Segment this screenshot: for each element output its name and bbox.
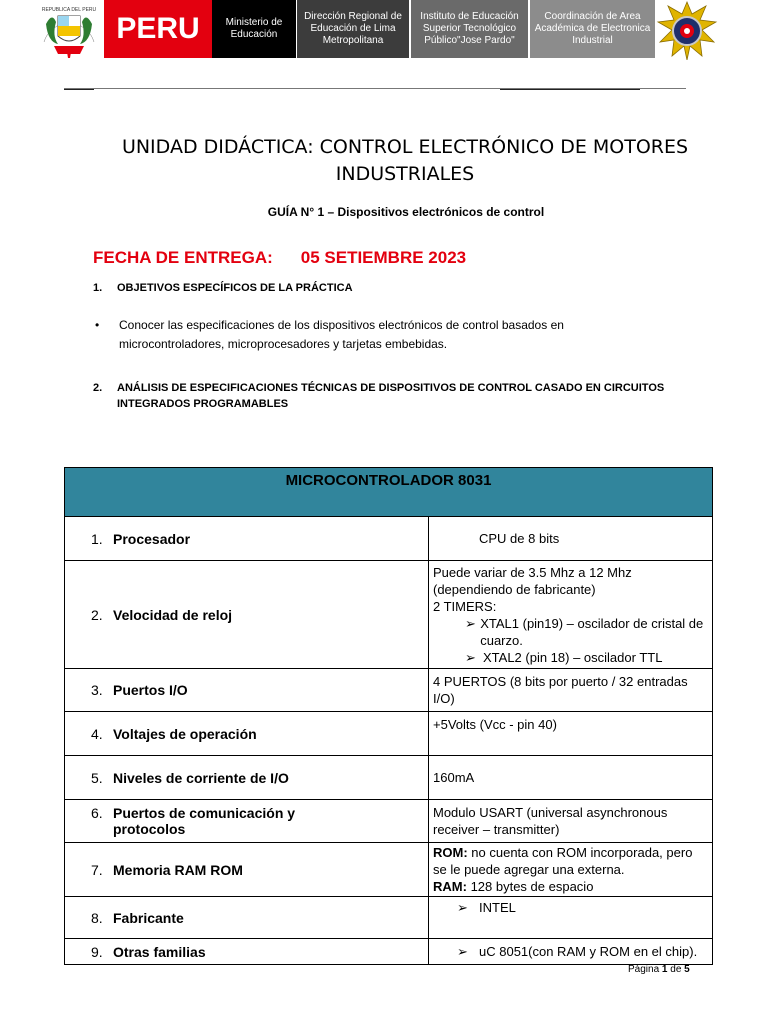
header-ministry-box: Ministerio de Educación xyxy=(212,0,296,58)
row-label xyxy=(65,517,429,561)
row-title: Velocidad de reloj xyxy=(113,606,233,623)
page-title: UNIDAD DIDÁCTICA: CONTROL ELECTRÓNICO DE MOTORES INDUSTRIALES xyxy=(121,136,689,185)
arrow-bullet-icon: ➢ xyxy=(465,615,476,631)
table-row xyxy=(65,712,713,756)
header-direction-box: Dirección Regional de Educación de Lima Metropolitana xyxy=(297,0,409,58)
due-date-value: 05 SETIEMBRE 2023 xyxy=(300,248,467,267)
peru-brand-label: PERU xyxy=(104,0,212,58)
row-label xyxy=(65,756,429,800)
header-divider-accent-right xyxy=(500,89,640,90)
page-footer xyxy=(628,964,690,975)
table-row xyxy=(65,561,713,669)
row-number: 8. xyxy=(91,909,103,926)
list-item xyxy=(433,649,708,666)
row-label xyxy=(65,897,429,939)
table-header-row xyxy=(65,468,713,517)
row-number: 7. xyxy=(91,861,103,878)
table-row xyxy=(65,843,713,897)
row-value: CPU de 8 bits xyxy=(429,517,713,561)
list-item xyxy=(433,899,708,916)
ram-text: 128 bytes de espacio xyxy=(470,879,594,894)
arrow-bullet-icon: ➢ xyxy=(457,944,468,959)
row-label xyxy=(65,561,429,669)
row-number: 1. xyxy=(91,530,103,547)
row-value: Modulo USART (universal asynchronous receiver – transmitter) xyxy=(429,800,713,843)
peru-coat-of-arms-icon xyxy=(36,2,102,60)
row-value: 4 PUERTOS (8 bits por puerto / 32 entradas I/O) xyxy=(429,669,713,712)
row-title: Procesador xyxy=(113,530,191,547)
list-item xyxy=(433,943,708,960)
list-item-text: INTEL xyxy=(479,900,516,915)
spec-table xyxy=(64,467,713,965)
row-value: 160mA xyxy=(429,756,713,800)
ram-label: RAM: xyxy=(433,879,467,894)
list-item-text: uC 8051(con RAM y ROM en el chip). xyxy=(479,944,698,959)
objective-text: Conocer las especificaciones de los dispositivos electrónicos de control basados en microcontroladores, microprocesadores y tarjetas embebidas. xyxy=(119,318,564,351)
page-number: 1 xyxy=(661,964,668,975)
due-date-line xyxy=(93,248,466,268)
table-row xyxy=(65,897,713,939)
arrow-bullet-icon: ➢ xyxy=(465,649,476,665)
row-label xyxy=(65,712,429,756)
row-value: +5Volts (Vcc - pin 40) xyxy=(429,712,713,756)
table-header: MICROCONTROLADOR 8031 xyxy=(65,468,713,517)
due-date-label: FECHA DE ENTREGA: xyxy=(93,248,273,267)
page-total: 5 xyxy=(684,964,690,975)
header-institute-box: Instituto de Educación Superior Tecnológico Público"Jose Pardo" xyxy=(411,0,528,58)
list-item-text: XTAL2 (pin 18) – oscilador TTL xyxy=(483,649,663,665)
table-row xyxy=(65,800,713,843)
list-item xyxy=(433,615,708,649)
row-label xyxy=(65,669,429,712)
row-value xyxy=(429,939,713,965)
row-value xyxy=(429,561,713,669)
row-title: Puertos I/O xyxy=(113,682,188,698)
row-title: Niveles de corriente de I/O xyxy=(113,769,289,786)
institute-emblem-icon xyxy=(656,0,718,60)
objective-bullet xyxy=(95,316,639,354)
table-row xyxy=(65,669,713,712)
row-label xyxy=(65,843,429,897)
row-number: 2. xyxy=(91,606,103,623)
header-coordination-box: Coordinación de Area Académica de Electronica Industrial xyxy=(530,0,655,58)
svg-text:REPUBLICA DEL PERU: REPUBLICA DEL PERU xyxy=(41,7,97,13)
list-item-text: XTAL1 (pin19) – oscilador de cristal de cuarzo. xyxy=(480,615,704,648)
table-row xyxy=(65,939,713,965)
row-value xyxy=(429,897,713,939)
row-number: 5. xyxy=(91,769,103,786)
row-number: 6. xyxy=(91,805,103,821)
row-label xyxy=(65,939,429,965)
row-value xyxy=(429,843,713,897)
value-line: 2 TIMERS: xyxy=(433,598,497,614)
rom-label: ROM: xyxy=(433,845,468,860)
table-row xyxy=(65,517,713,561)
section-heading-2 xyxy=(93,380,707,412)
header-divider-accent-left xyxy=(64,89,94,90)
row-number: 3. xyxy=(91,682,103,698)
rom-line xyxy=(433,844,708,878)
section-text: ANÁLISIS DE ESPECIFICACIONES TÉCNICAS DE DISPOSITIVOS DE CONTROL CASADO EN CIRCUITOS INTEGRADOS PROGRAMABLES xyxy=(117,382,665,410)
page-of: de xyxy=(670,964,682,975)
bullet-dot-icon: • xyxy=(95,318,100,332)
arrow-bullet-icon: ➢ xyxy=(457,900,468,915)
row-number: 4. xyxy=(91,725,103,742)
section-number: 1. xyxy=(93,282,103,294)
row-title: Fabricante xyxy=(113,909,184,926)
header-banner xyxy=(0,0,768,60)
value-line: Puede variar de 3.5 Mhz a 12 Mhz (dependiendo de fabricante) xyxy=(433,564,632,597)
section-text: OBJETIVOS ESPECÍFICOS DE LA PRÁCTICA xyxy=(117,282,353,294)
page-word: Página xyxy=(628,964,660,975)
row-title: Otras familias xyxy=(113,943,206,960)
ram-line xyxy=(433,878,708,895)
section-heading-1 xyxy=(93,282,353,294)
row-title: Memoria RAM ROM xyxy=(113,861,243,878)
row-label xyxy=(65,800,429,843)
rom-text: no cuenta con ROM incorporada, pero se le puede agregar una externa. xyxy=(433,845,693,877)
row-title: Puertos de comunicación y protocolos xyxy=(113,805,296,837)
table-row xyxy=(65,756,713,800)
row-number: 9. xyxy=(91,943,103,960)
section-number: 2. xyxy=(93,382,103,394)
row-title: Voltajes de operación xyxy=(113,725,257,742)
guide-subtitle: GUÍA N° 1 – Dispositivos electrónicos de control xyxy=(267,205,545,219)
